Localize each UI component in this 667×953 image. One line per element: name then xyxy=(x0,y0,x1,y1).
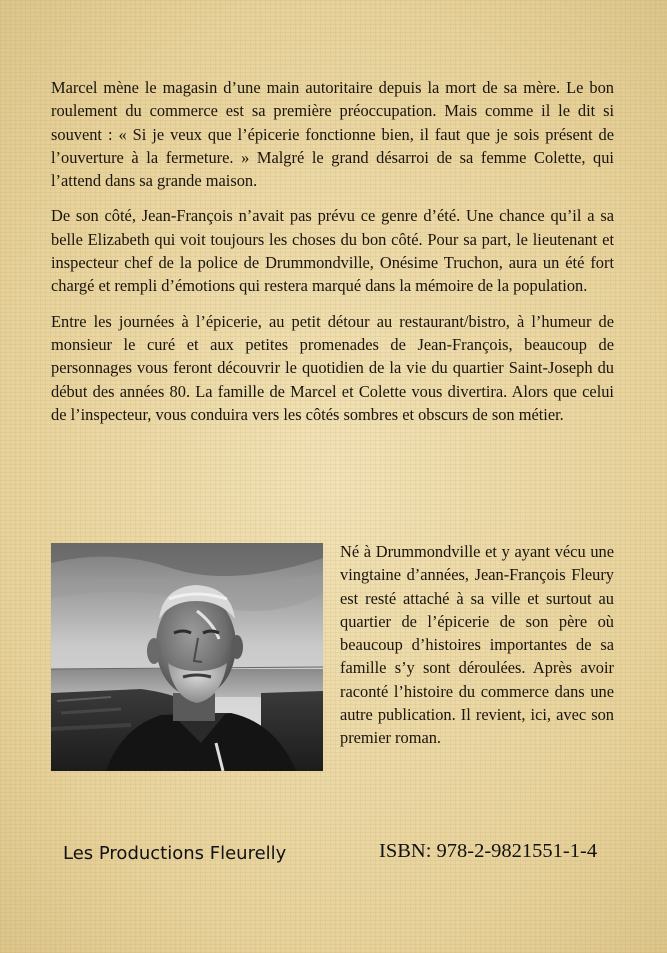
publisher-name: Les Productions Fleurelly xyxy=(63,843,287,864)
synopsis-paragraph-1: Marcel mène le magasin d’une main autoritaire depuis la mort de sa mère. Le bon roulement du commerce est sa première préoccupation. Mais comme il le dit si souvent : « Si je veux que l’épicerie fonctionne bien, il faut que je sois présent de l’ouverture à la fermeture. » Malgré le grand désarroi de sa femme Colette, qui l’attend dans sa grande maison. xyxy=(51,78,614,191)
synopsis-paragraph-2: De son côté, Jean-François n’avait pas prévu ce genre d’été. Une chance qu’il a sa belle Elizabeth qui voit toujours les choses du bon côté. Pour sa part, le lieutenant et inspecteur chef de la police de Drummondville, Onésime Truchon, aura un été fort chargé et rempli d’émotions qui restera marqué dans la mémoire de la population. xyxy=(51,206,614,296)
synopsis-paragraph-3: Entre les journées à l’épicerie, au petit détour au restaurant/bistro, à l’humeur de monsieur le curé et aux petites promenades de Jean-François, beaucoup de personnages vous feront découvrir le quotidien de la vie du quartier Saint-Joseph du début des années 80. La famille de Marcel et Colette vous divertira. Alors que celui de l’inspecteur, vous conduira vers les côtés sombres et obscurs de son métier. xyxy=(51,311,614,424)
author-photo xyxy=(51,543,323,771)
synopsis xyxy=(51,76,614,438)
isbn: ISBN: 978-2-9821551-1-4 xyxy=(379,840,598,862)
author-bio: Né à Drummondville et y ayant vécu une vingtaine d’années, Jean-François Fleury est resté attaché à sa ville et surtout au quartier de l’épicerie de son père où beaucoup d’histoires importantes de sa famille s’y sont déroulées. Après avoir raconté l’histoire du commerce dans une autre publication. Il revient, ici, avec son premier roman. xyxy=(340,542,614,748)
